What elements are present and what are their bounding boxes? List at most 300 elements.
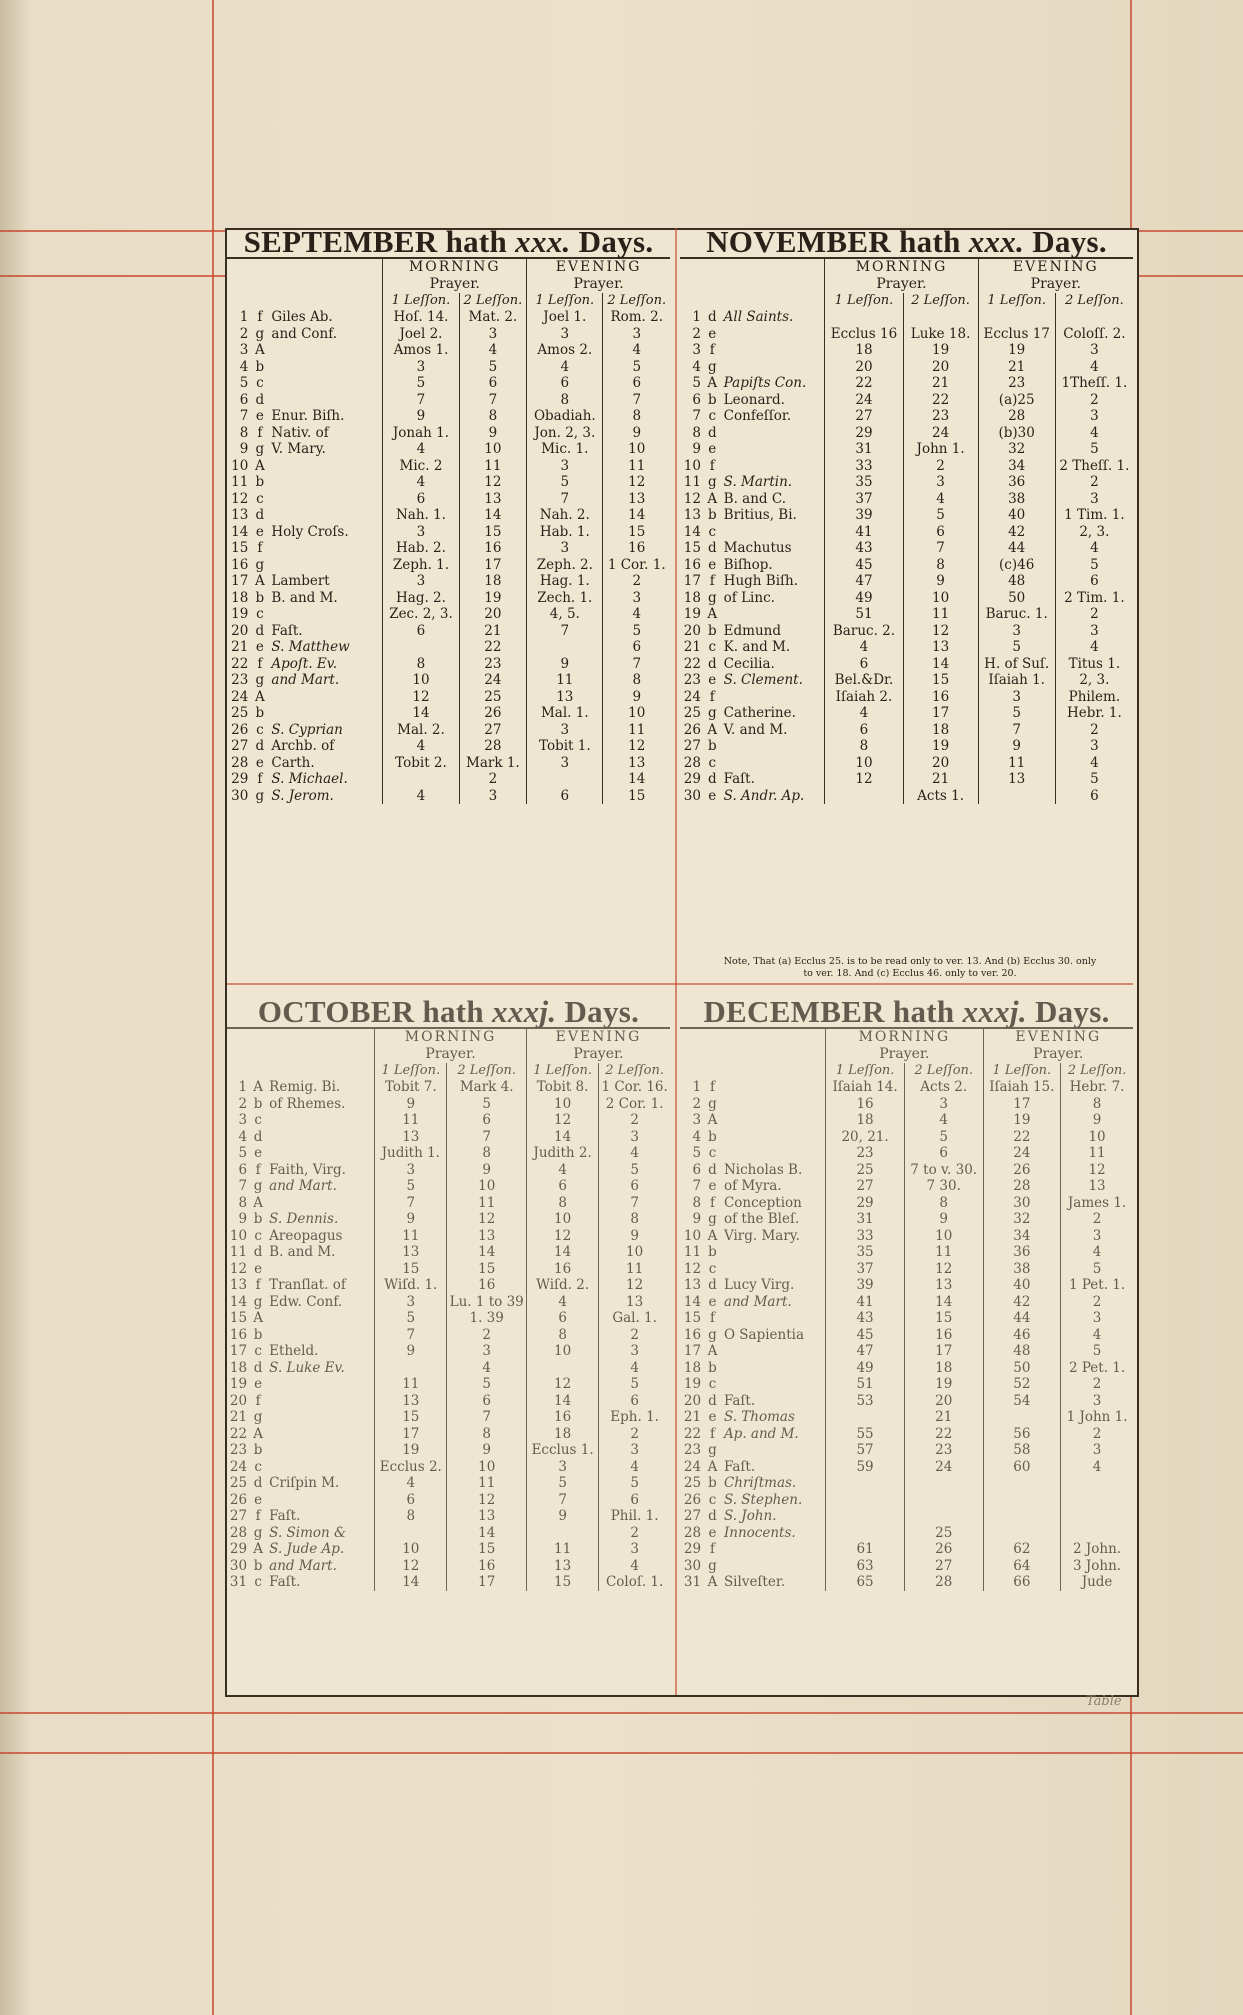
day-number: 28 — [683, 754, 701, 771]
morning-first-lesson: 49 — [825, 590, 903, 607]
evening-first-lesson: 50 — [978, 590, 1055, 607]
morning-first-lesson: 47 — [825, 573, 903, 590]
evening-second-lesson: 7 — [603, 392, 670, 409]
evening-first-lesson: 10 — [526, 1096, 598, 1113]
dominical-letter: f — [255, 1508, 261, 1524]
morning-first-lesson: 11 — [375, 1228, 447, 1245]
evening-first-lesson: 3 — [527, 722, 603, 739]
morning-second-lesson: 20 — [903, 359, 978, 376]
feast-name: Nicholas B. — [723, 1161, 803, 1178]
feast-name — [722, 1261, 826, 1278]
evening-first-lesson: 12 — [526, 1228, 598, 1245]
dominical-letter: g — [253, 1409, 263, 1425]
feast-name — [722, 1442, 826, 1459]
evening-second-lesson: 4 — [1055, 755, 1133, 772]
feast-name — [722, 606, 825, 623]
dominical-letter: e — [708, 672, 717, 688]
evening-first-lesson: 44 — [978, 540, 1055, 557]
morning-second-lesson: 25 — [459, 689, 527, 706]
feast-name: Machutus — [723, 540, 792, 556]
evening-heading: EVENING — [978, 259, 1133, 276]
evening-second-lesson: 8 — [1061, 1096, 1133, 1113]
calendar-row — [680, 392, 1133, 409]
morning-second-lesson: 20 — [903, 755, 978, 772]
morning-second-lesson: 10 — [903, 590, 978, 607]
evening-second-lesson: 4 — [1055, 425, 1133, 442]
day-number: 21 — [229, 1409, 248, 1425]
day-number: 18 — [683, 589, 701, 606]
morning-first-lesson: 8 — [375, 1508, 447, 1525]
dominical-letter: g — [707, 474, 717, 490]
evening-first-lesson — [978, 788, 1055, 805]
morning-second-lesson: 9 — [459, 425, 527, 442]
morning-first-lesson: 33 — [825, 458, 903, 475]
morning-second-lesson: 23 — [903, 408, 978, 425]
evening-first-lesson: 32 — [983, 1211, 1061, 1228]
day-number: 30 — [231, 787, 249, 804]
morning-second-lesson: 8 — [447, 1426, 527, 1443]
lesson-header: 2 Leſſon. — [1055, 293, 1133, 310]
lesson-header: 1 Leſſon. — [527, 293, 603, 310]
morning-second-lesson: 24 — [459, 672, 527, 689]
calendar-row — [227, 1162, 670, 1179]
calendar-row — [227, 639, 670, 656]
feast-name: Faſt. — [269, 1508, 301, 1524]
calendar-row — [680, 1261, 1133, 1278]
day-number: 24 — [231, 688, 249, 705]
prayer-label: Prayer. — [383, 276, 527, 293]
morning-first-lesson: 35 — [826, 1244, 905, 1261]
feast-name: S. John. — [723, 1508, 777, 1524]
calendar-row — [227, 1079, 670, 1096]
calendar-row — [680, 1475, 1133, 1492]
dominical-letter: c — [256, 606, 264, 622]
day-number: 13 — [229, 1277, 248, 1293]
evening-second-lesson: 13 — [603, 491, 670, 508]
morning-second-lesson: 9 — [903, 573, 978, 590]
morning-first-lesson: 45 — [826, 1327, 905, 1344]
calendar-row — [227, 1393, 670, 1410]
day-number: 6 — [238, 1161, 248, 1178]
calendar-row — [227, 1442, 670, 1459]
evening-second-lesson: 4 — [599, 1459, 670, 1476]
evening-first-lesson: 4 — [526, 1162, 598, 1179]
evening-second-lesson: 5 — [603, 359, 670, 376]
feast-name — [269, 342, 382, 359]
morning-first-lesson: 53 — [826, 1393, 905, 1410]
calendar-row — [680, 491, 1133, 508]
morning-first-lesson: 57 — [826, 1442, 905, 1459]
dominical-letter: f — [710, 1310, 715, 1326]
evening-first-lesson: 12 — [526, 1376, 598, 1393]
day-number: 7 — [692, 1178, 702, 1194]
morning-second-lesson: John 1. — [903, 441, 978, 458]
prayer-label: Prayer. — [825, 276, 978, 293]
evening-second-lesson: 2 — [1061, 1294, 1133, 1311]
day-number: 25 — [683, 1475, 702, 1491]
evening-heading: EVENING — [983, 1029, 1133, 1046]
dominical-letter: d — [707, 424, 717, 441]
evening-first-lesson: 66 — [983, 1574, 1061, 1591]
evening-second-lesson: 2 — [1055, 606, 1133, 623]
dominical-letter: g — [708, 1326, 717, 1343]
evening-first-lesson — [983, 1492, 1061, 1509]
morning-first-lesson: 37 — [826, 1261, 905, 1278]
day-number: 21 — [683, 1409, 702, 1425]
calendar-row — [227, 474, 670, 491]
calendar-row — [227, 1376, 670, 1393]
evening-second-lesson: 2 Tim. 1. — [1055, 590, 1133, 607]
morning-first-lesson: 14 — [383, 705, 459, 722]
morning-second-lesson: 8 — [903, 557, 978, 574]
day-number: 3 — [238, 1112, 248, 1128]
morning-first-lesson — [826, 1492, 905, 1509]
calendar-row — [680, 1360, 1133, 1377]
dominical-letter: c — [254, 1112, 262, 1128]
morning-second-lesson: 14 — [459, 507, 527, 524]
morning-second-lesson: 8 — [459, 408, 527, 425]
evening-first-lesson: 9 — [527, 656, 603, 673]
evening-first-lesson: 3 — [527, 540, 603, 557]
evening-second-lesson: 7 — [603, 656, 670, 673]
dominical-letter: d — [707, 655, 717, 672]
morning-first-lesson: 43 — [825, 540, 903, 557]
day-number: 31 — [229, 1574, 248, 1590]
feast-name: Etheld. — [269, 1343, 319, 1359]
feast-name: Britius, Bi. — [723, 507, 797, 523]
morning-second-lesson: 16 — [447, 1277, 527, 1294]
feast-name: of Linc. — [723, 589, 775, 606]
feast-name: Ap. and M. — [723, 1425, 799, 1442]
morning-second-lesson: 7 to v. 30. — [904, 1162, 983, 1179]
lesson-header: 2 Leſſon. — [1061, 1063, 1133, 1080]
evening-first-lesson: 64 — [983, 1558, 1061, 1575]
day-number: 4 — [239, 358, 249, 375]
calendar-row — [227, 573, 670, 590]
evening-first-lesson: 46 — [983, 1327, 1061, 1344]
day-number: 13 — [231, 507, 249, 523]
feast-name: V. and M. — [723, 721, 788, 738]
evening-first-lesson: 24 — [983, 1145, 1061, 1162]
calendar-row — [227, 309, 670, 326]
calendar-row — [680, 1096, 1133, 1113]
evening-second-lesson: 2 — [1055, 392, 1133, 409]
calendar-row — [227, 1129, 670, 1146]
morning-second-lesson: 3 — [459, 788, 527, 805]
evening-first-lesson: 13 — [978, 771, 1055, 788]
dominical-letter: g — [255, 325, 265, 342]
evening-first-lesson: 13 — [527, 689, 603, 706]
morning-first-lesson — [375, 1360, 447, 1377]
dominical-letter: d — [255, 391, 265, 408]
day-number: 2 — [692, 1095, 702, 1112]
morning-first-lesson: 13 — [375, 1393, 447, 1410]
day-number: 27 — [683, 738, 701, 754]
dominical-letter: f — [257, 540, 263, 556]
calendar-row — [680, 1310, 1133, 1327]
evening-second-lesson: 5 — [1061, 1343, 1133, 1360]
center-rule — [675, 228, 677, 1695]
dominical-letter: b — [255, 705, 265, 721]
dominical-letter: e — [708, 1178, 717, 1194]
dominical-letter: f — [255, 1392, 261, 1409]
feast-name — [269, 359, 382, 376]
day-number: 25 — [231, 705, 249, 721]
dominical-letter: A — [253, 1194, 263, 1211]
morning-second-lesson: 8 — [904, 1195, 983, 1212]
feast-name — [722, 689, 825, 706]
feast-name — [267, 1261, 374, 1278]
feast-name — [722, 1310, 826, 1327]
evening-first-lesson: 4, 5. — [527, 606, 603, 623]
evening-second-lesson: 5 — [1061, 1261, 1133, 1278]
day-number: 6 — [692, 391, 701, 408]
evening-second-lesson: 5 — [1055, 441, 1133, 458]
day-number: 2 — [238, 1095, 248, 1112]
evening-second-lesson: 6 — [1055, 788, 1133, 805]
morning-heading: MORNING — [825, 259, 978, 276]
morning-second-lesson: 22 — [459, 639, 527, 656]
evening-second-lesson: 12 — [603, 738, 670, 755]
evening-first-lesson: 17 — [983, 1096, 1061, 1113]
calendar-row — [227, 1228, 670, 1245]
calendar-row — [227, 1294, 670, 1311]
day-number: 26 — [683, 721, 701, 738]
dominical-letter: g — [255, 556, 265, 573]
morning-first-lesson: 12 — [825, 771, 903, 788]
day-number: 11 — [231, 474, 249, 490]
dominical-letter: d — [708, 1277, 717, 1293]
day-number: 29 — [231, 771, 249, 787]
evening-first-lesson: 3 — [978, 689, 1055, 706]
day-number: 3 — [692, 342, 701, 358]
morning-second-lesson: 21 — [903, 771, 978, 788]
feast-name — [722, 1360, 826, 1377]
feast-name: Conception — [723, 1194, 802, 1211]
calendar-row — [227, 1211, 670, 1228]
morning-second-lesson: Lu. 1 to 39 — [447, 1294, 527, 1311]
calendar-row — [227, 392, 670, 409]
morning-first-lesson: 15 — [375, 1261, 447, 1278]
morning-first-lesson: 55 — [826, 1426, 905, 1443]
morning-second-lesson: 12 — [459, 474, 527, 491]
day-number: 28 — [229, 1524, 248, 1541]
evening-second-lesson: 4 — [603, 606, 670, 623]
feast-name — [722, 458, 825, 475]
evening-first-lesson: 18 — [526, 1426, 598, 1443]
day-number: 25 — [229, 1475, 248, 1491]
evening-first-lesson: 19 — [983, 1112, 1061, 1129]
dominical-letter: c — [256, 721, 264, 738]
morning-first-lesson: 20, 21. — [826, 1129, 905, 1146]
morning-second-lesson: 23 — [904, 1442, 983, 1459]
calendar-row — [227, 342, 670, 359]
dominical-letter: A — [707, 375, 718, 391]
evening-first-lesson: 30 — [983, 1195, 1061, 1212]
evening-first-lesson: H. of Suſ. — [978, 656, 1055, 673]
morning-second-lesson: 24 — [904, 1459, 983, 1476]
calendar-row — [227, 1541, 670, 1558]
morning-second-lesson: 14 — [447, 1244, 527, 1261]
day-number: 1 — [692, 1079, 702, 1095]
calendar-row — [680, 1393, 1133, 1410]
evening-second-lesson: 12 — [599, 1277, 670, 1294]
feast-name — [267, 1145, 374, 1162]
dominical-letter: c — [254, 1574, 262, 1590]
dominical-letter: A — [707, 1574, 718, 1590]
calendar-row — [227, 1409, 670, 1426]
evening-first-lesson: 5 — [526, 1475, 598, 1492]
evening-second-lesson — [1061, 1525, 1133, 1542]
morning-first-lesson: Tobit 7. — [375, 1079, 447, 1096]
day-number: 9 — [238, 1211, 248, 1227]
feast-name — [267, 1426, 374, 1443]
day-number: 22 — [683, 1425, 702, 1442]
morning-first-lesson: 12 — [383, 689, 459, 706]
calendar-row — [680, 1343, 1133, 1360]
evening-second-lesson: 4 — [599, 1145, 670, 1162]
day-number: 24 — [683, 688, 701, 705]
evening-heading: EVENING — [526, 1029, 670, 1046]
day-number: 14 — [229, 1293, 248, 1310]
morning-first-lesson: Bel.&Dr. — [825, 672, 903, 689]
feast-name — [267, 1376, 374, 1393]
feast-name: Cecilia. — [723, 655, 775, 672]
day-number: 31 — [683, 1574, 702, 1590]
feast-name: Catherine. — [723, 705, 796, 721]
feast-name: Faith, Virg. — [269, 1161, 346, 1178]
feast-name: Edw. Conf. — [269, 1293, 343, 1310]
morning-second-lesson: 20 — [459, 606, 527, 623]
calendar-row — [680, 375, 1133, 392]
day-number: 7 — [238, 1178, 248, 1194]
day-number: 13 — [683, 507, 701, 523]
morning-second-lesson: 26 — [459, 705, 527, 722]
calendar-row — [680, 738, 1133, 755]
dominical-letter: A — [253, 1425, 263, 1442]
dominical-letter: g — [708, 1211, 717, 1227]
dominical-letter: b — [708, 1359, 717, 1376]
morning-second-lesson — [904, 1492, 983, 1509]
lesson-header: 2 Leſſon. — [459, 293, 527, 310]
morning-second-lesson: 18 — [459, 573, 527, 590]
day-number: 18 — [231, 589, 249, 606]
feast-name: Enur. Biſh. — [271, 408, 345, 424]
evening-first-lesson: 9 — [978, 738, 1055, 755]
feast-name — [722, 738, 825, 755]
feast-name: Areopagus — [269, 1227, 343, 1244]
calendar-row — [680, 1277, 1133, 1294]
dominical-letter: e — [708, 1409, 717, 1425]
evening-second-lesson: 3 — [599, 1343, 670, 1360]
dominical-letter: g — [708, 1557, 717, 1574]
day-number: 30 — [683, 1557, 702, 1574]
dominical-letter: f — [710, 1541, 715, 1557]
dominical-letter: f — [710, 1425, 715, 1442]
morning-first-lesson — [825, 309, 903, 326]
feast-name — [267, 1442, 374, 1459]
evening-first-lesson: 3 — [978, 623, 1055, 640]
morning-second-lesson: 17 — [903, 705, 978, 722]
feast-name — [722, 425, 825, 442]
feast-name: S. Dennis. — [269, 1211, 339, 1227]
evening-second-lesson: 9 — [599, 1228, 670, 1245]
morning-first-lesson — [826, 1475, 905, 1492]
evening-second-lesson: 6 — [603, 375, 670, 392]
morning-first-lesson: Baruc. 2. — [825, 623, 903, 640]
evening-first-lesson — [983, 1525, 1061, 1542]
day-number: 14 — [231, 523, 249, 540]
morning-first-lesson: Amos 1. — [383, 342, 459, 359]
evening-second-lesson: 2 — [1055, 722, 1133, 739]
feast-name — [722, 755, 825, 772]
evening-second-lesson: 6 — [599, 1393, 670, 1410]
feast-name — [267, 1112, 374, 1129]
calendar-row — [227, 656, 670, 673]
calendar-row — [227, 1343, 670, 1360]
calendar-row — [680, 1525, 1133, 1542]
lessons-table — [227, 259, 670, 805]
morning-second-lesson: 6 — [447, 1112, 527, 1129]
morning-first-lesson — [383, 771, 459, 788]
evening-second-lesson: 10 — [603, 705, 670, 722]
month-title: NOVEMBER hath xxx. Days. — [680, 230, 1133, 259]
morning-first-lesson: 6 — [825, 656, 903, 673]
feast-name: Archb. of — [271, 738, 335, 754]
evening-second-lesson: 5 — [599, 1376, 670, 1393]
day-number: 20 — [683, 1392, 702, 1409]
calendar-row — [227, 326, 670, 343]
morning-first-lesson: 6 — [825, 722, 903, 739]
dominical-letter: e — [255, 523, 264, 540]
feast-name — [722, 1079, 826, 1096]
morning-first-lesson: 24 — [825, 392, 903, 409]
evening-first-lesson: Baruc. 1. — [978, 606, 1055, 623]
morning-second-lesson: 26 — [904, 1541, 983, 1558]
calendar-row — [227, 1492, 670, 1509]
morning-first-lesson: 51 — [826, 1376, 905, 1393]
morning-first-lesson: 11 — [375, 1112, 447, 1129]
evening-second-lesson: Coloſſ. 2. — [1055, 326, 1133, 343]
morning-first-lesson: 15 — [375, 1409, 447, 1426]
morning-second-lesson: 16 — [903, 689, 978, 706]
evening-first-lesson: 15 — [526, 1574, 598, 1591]
morning-second-lesson: 5 — [447, 1376, 527, 1393]
evening-second-lesson: 8 — [599, 1211, 670, 1228]
morning-first-lesson: Zeph. 1. — [383, 557, 459, 574]
morning-second-lesson: 21 — [903, 375, 978, 392]
feast-name: Virg. Mary. — [723, 1227, 800, 1244]
feast-name — [722, 326, 825, 343]
morning-second-lesson: 9 — [447, 1442, 527, 1459]
morning-second-lesson: 17 — [904, 1343, 983, 1360]
feast-name: O Sapientia — [723, 1326, 805, 1343]
day-number: 11 — [229, 1244, 248, 1260]
feast-name — [267, 1492, 374, 1509]
evening-second-lesson: 4 — [1061, 1459, 1133, 1476]
calendar-row — [680, 1376, 1133, 1393]
day-number: 13 — [683, 1277, 702, 1293]
morning-first-lesson: 6 — [383, 491, 459, 508]
calendar-row — [680, 1294, 1133, 1311]
lesson-header: 1 Leſſon. — [983, 1063, 1061, 1080]
morning-first-lesson — [383, 639, 459, 656]
calendar-row — [680, 1244, 1133, 1261]
evening-second-lesson: Gal. 1. — [599, 1310, 670, 1327]
evening-second-lesson: Coloſ. 1. — [599, 1574, 670, 1591]
dominical-letter: b — [255, 474, 265, 490]
morning-second-lesson: 15 — [904, 1310, 983, 1327]
